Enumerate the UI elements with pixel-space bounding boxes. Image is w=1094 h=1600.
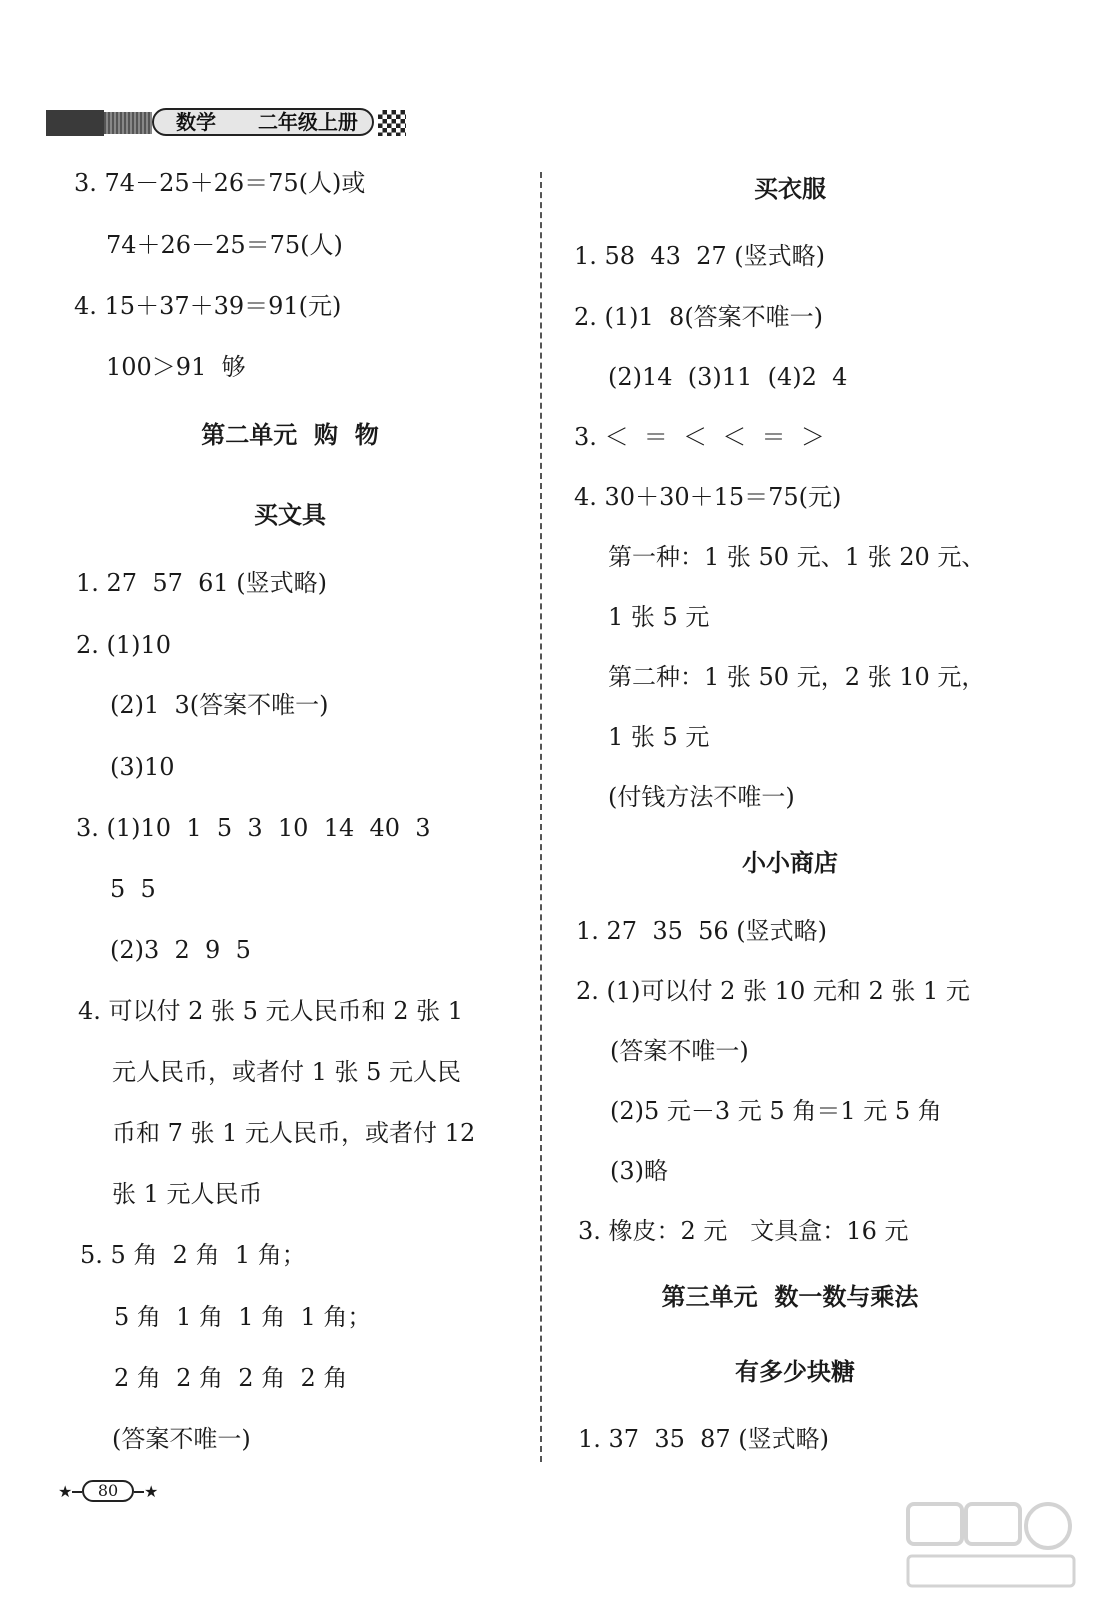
- answer-line: (2)5 元－3 元 5 角＝1 元 5 角: [610, 1097, 942, 1125]
- header-checker-icon: [378, 110, 406, 136]
- page-number: 80: [82, 1480, 134, 1502]
- answer-line: 4. 15＋37＋39＝91(元): [74, 292, 342, 320]
- answer-line: 2 角 2 角 2 角 2 角: [114, 1364, 348, 1392]
- answer-line: 74＋26－25＝75(人): [106, 231, 343, 259]
- answer-line: 1. 27 57 61 (竖式略): [76, 569, 328, 597]
- answer-line: 2. (1)10: [76, 631, 172, 659]
- answer-line: (2)14 (3)11 (4)2 4: [608, 363, 848, 391]
- section-title: 买衣服: [754, 175, 826, 203]
- watermark-logo-icon: [900, 1496, 1080, 1596]
- column-divider: [540, 172, 542, 1462]
- answer-line: (2)1 3(答案不唯一): [110, 691, 329, 719]
- footer-rule: [134, 1491, 144, 1493]
- answer-line: 1 张 5 元: [608, 603, 710, 631]
- answer-line: 第二种：1 张 50 元，2 张 10 元，: [608, 663, 986, 691]
- answer-line: 币和 7 张 1 元人民币，或者付 12: [112, 1119, 476, 1147]
- answer-line: 张 1 元人民币: [112, 1180, 263, 1208]
- page-header-bar: [46, 108, 364, 138]
- answer-line: 1. 27 35 56 (竖式略): [576, 917, 828, 945]
- answer-line: (3)略: [610, 1157, 668, 1185]
- answer-line: (答案不唯一): [610, 1037, 749, 1065]
- answer-line: 2. (1)可以付 2 张 10 元和 2 张 1 元: [576, 977, 970, 1005]
- answer-line: 3. (1)10 1 5 3 10 14 40 3: [76, 814, 431, 842]
- answer-line: 4. 30＋30＋15＝75(元): [574, 483, 842, 511]
- answer-line: 第一种：1 张 50 元、1 张 20 元、: [608, 543, 986, 571]
- answer-line: (2)3 2 9 5: [110, 936, 251, 964]
- answer-line: 5 5: [110, 875, 156, 903]
- answer-line: 5 角 1 角 1 角 1 角；: [114, 1303, 372, 1331]
- section-title: 买文具: [254, 501, 326, 529]
- header-subject-pill: [152, 108, 374, 136]
- answer-line: 3. 橡皮：2 元 文具盒：16 元: [578, 1217, 909, 1245]
- header-texture-block: [104, 112, 152, 134]
- answer-line: (答案不唯一): [112, 1425, 251, 1453]
- header-dark-block: [46, 110, 104, 136]
- answer-line: (3)10: [110, 753, 175, 781]
- answer-line: 100＞91 够: [106, 353, 246, 381]
- answer-line: 1. 37 35 87 (竖式略): [578, 1425, 830, 1453]
- answer-line: (付钱方法不唯一): [608, 783, 795, 811]
- star-icon: ★: [58, 1482, 73, 1501]
- answer-line: 5. 5 角 2 角 1 角；: [80, 1241, 306, 1269]
- section-title: 有多少块糖: [735, 1358, 855, 1386]
- answer-line: 4. 可以付 2 张 5 元人民币和 2 张 1: [78, 997, 464, 1025]
- footer-rule: [72, 1491, 82, 1493]
- answer-line: 元人民币，或者付 1 张 5 元人民: [112, 1058, 462, 1086]
- unit-title: 第二单元 购 物: [201, 421, 379, 449]
- unit-title: 第三单元 数一数与乘法: [661, 1283, 919, 1311]
- header-grade: 二年级上册: [257, 110, 358, 134]
- answer-line: 3. 74－25＋26＝75(人)或: [74, 169, 366, 197]
- answer-line: 3. ＜ ＝ ＜ ＜ ＝ ＞: [574, 423, 825, 451]
- section-title: 小小商店: [742, 849, 838, 877]
- answer-line: 1 张 5 元: [608, 723, 710, 751]
- star-icon: ★: [144, 1482, 159, 1501]
- answer-line: 1. 58 43 27 (竖式略): [574, 242, 826, 270]
- answer-line: 2. (1)1 8(答案不唯一): [574, 303, 824, 331]
- header-subject: 数学: [176, 110, 216, 134]
